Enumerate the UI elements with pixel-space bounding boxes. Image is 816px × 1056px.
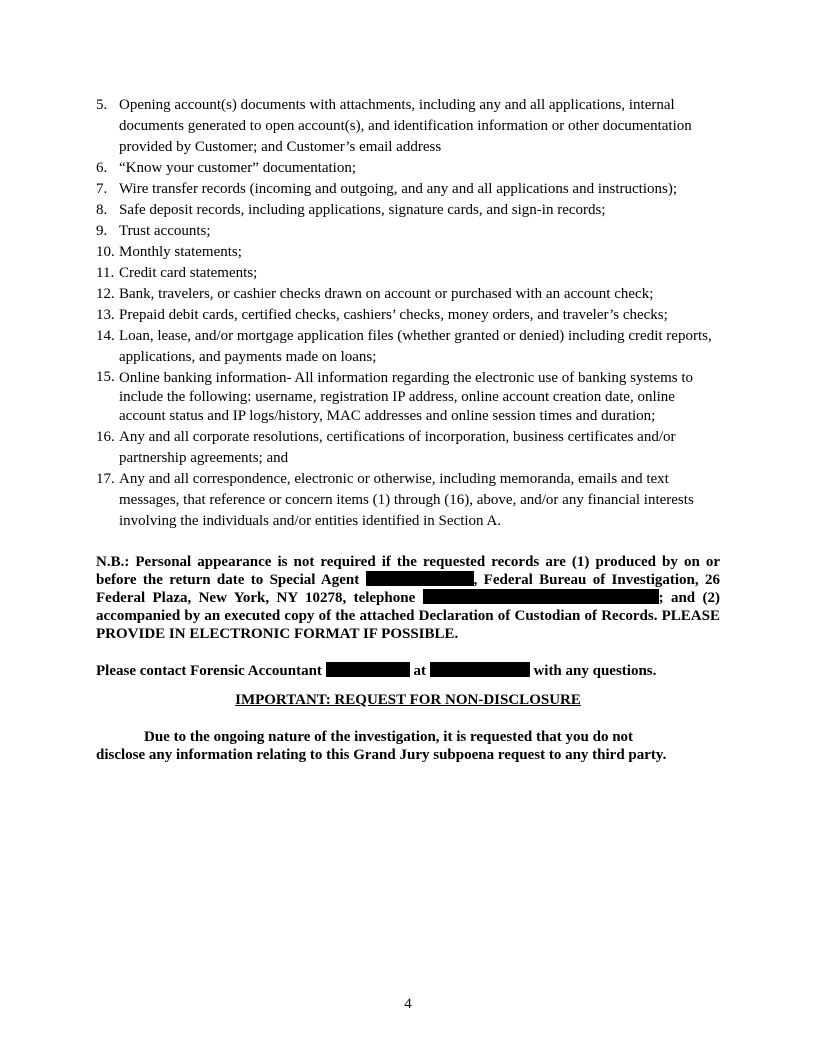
redaction-block xyxy=(430,662,530,677)
item-number: 17. xyxy=(96,471,115,487)
list-item xyxy=(96,221,720,242)
list-item xyxy=(96,200,720,221)
item-number: 6. xyxy=(96,160,108,176)
item-text: Online banking information- All information regarding the electronic use of banking systems to include the following: username, registration IP address, online account creation date, online account status and IP logs/history, MAC addresses and online session times and duration; xyxy=(119,370,694,424)
item-number: 8. xyxy=(96,202,108,218)
page-number: 4 xyxy=(404,996,412,1012)
item-text: Wire transfer records (incoming and outgoing, and any and all applications and instructions); xyxy=(119,181,677,197)
item-text: Opening account(s) documents with attachments, including any and all applications, internal documents generated to open account(s), and identification information or other documentation provided by Customer; and Customer’s email address xyxy=(119,97,692,155)
item-text: Any and all corporate resolutions, certifications of incorporation, business certificates and/or partnership agreements; and xyxy=(119,429,676,466)
item-number: 5. xyxy=(96,97,108,113)
item-text: “Know your customer” documentation; xyxy=(119,160,357,176)
item-number: 7. xyxy=(96,181,108,197)
item-number: 13. xyxy=(96,307,115,323)
list-item xyxy=(96,469,720,532)
item-number: 15. xyxy=(96,369,115,385)
redaction-block xyxy=(366,571,474,586)
contact-text-part1: Please contact Forensic Accountant xyxy=(96,663,326,679)
nondisclosure-paragraph xyxy=(96,728,720,764)
nb-text-part2: , Federal Bureau of Investigation, 26 Federal Plaza, New York, NY 10278, telephone xyxy=(96,572,720,606)
item-text: Prepaid debit cards, certified checks, cashiers’ checks, money orders, and traveler’s checks; xyxy=(119,307,668,323)
list-item xyxy=(96,284,720,305)
nondisclosure-line1: Due to the ongoing nature of the investigation, it is requested that you do not xyxy=(144,729,634,745)
nondisclosure-line2: disclose any information relating to this Grand Jury subpoena request to any third party. xyxy=(96,747,667,763)
item-text: Monthly statements; xyxy=(119,244,242,260)
redaction-block xyxy=(423,589,659,604)
list-item xyxy=(96,158,720,179)
list-item xyxy=(96,179,720,200)
contact-text-part2: at xyxy=(409,663,430,679)
item-text: Loan, lease, and/or mortgage application files (whether granted or denied) including credit reports, applications, and payments made on loans; xyxy=(119,328,712,365)
item-number: 9. xyxy=(96,223,108,239)
item-number: 10. xyxy=(96,244,115,260)
nb-paragraph xyxy=(96,553,720,643)
nb-text-part1: N.B.: Personal appearance is not required if the requested records are (1) produced by on or before the return date to Special Agent xyxy=(96,554,720,588)
list-item xyxy=(96,263,720,284)
item-number: 16. xyxy=(96,429,115,445)
list-item xyxy=(96,305,720,326)
contact-text-part3: with any questions. xyxy=(529,663,657,679)
item-number: 12. xyxy=(96,286,115,302)
item-number: 11. xyxy=(96,265,115,281)
document-page xyxy=(96,95,720,764)
item-text: Safe deposit records, including applications, signature cards, and sign-in records; xyxy=(119,202,606,218)
redaction-block xyxy=(326,662,410,677)
item-text: Trust accounts; xyxy=(119,223,211,239)
list-item xyxy=(96,368,720,427)
list-item xyxy=(96,427,720,469)
contact-line xyxy=(96,662,720,680)
nondisclosure-heading: IMPORTANT: REQUEST FOR NON-DISCLOSURE xyxy=(235,692,581,708)
item-text: Bank, travelers, or cashier checks drawn on account or purchased with an account check; xyxy=(119,286,654,302)
records-list xyxy=(96,95,720,532)
list-item xyxy=(96,242,720,263)
list-item xyxy=(96,326,720,368)
item-number: 14. xyxy=(96,328,115,344)
item-text: Credit card statements; xyxy=(119,265,258,281)
list-item xyxy=(96,95,720,158)
item-text: Any and all correspondence, electronic or otherwise, including memoranda, emails and text messages, that reference or concern items (1) through (16), above, and/or any financial interests involving the individuals and/or entities identified in Section A. xyxy=(119,471,694,529)
nb-text-part3: ; and (2) accompanied by an executed copy of the attached Declaration of Custodian of Records. PLEASE PROVIDE IN ELECTRONIC FORMAT IF POSSIBLE. xyxy=(96,590,720,642)
